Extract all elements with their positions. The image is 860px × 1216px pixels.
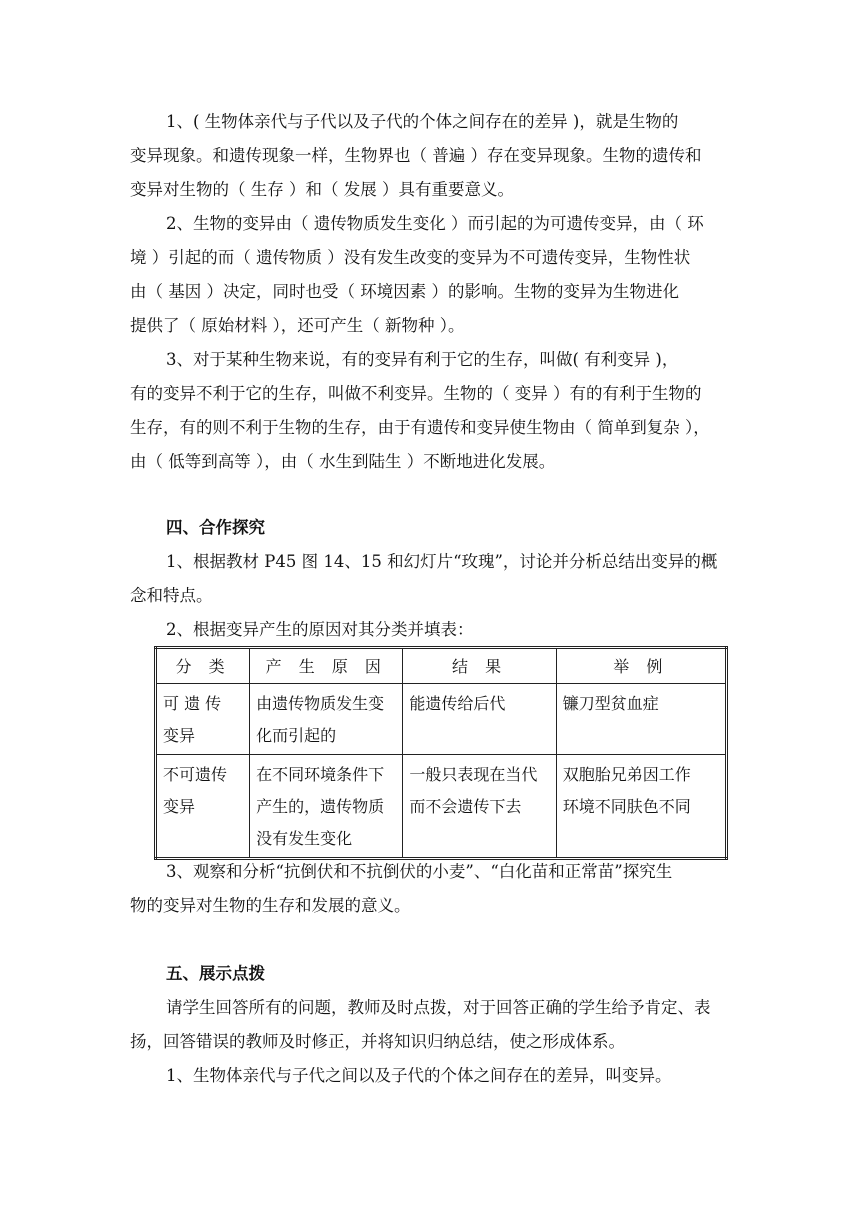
table-header-cell: 分 类	[156, 648, 250, 684]
section3-line-9: 有的变异不利于它的生存，叫做不利变异。生物的（ 变异 ）有的有利于生物的	[130, 384, 702, 403]
table-header-row	[156, 648, 727, 684]
section4-paragraph-1-line-2: 念和特点。	[130, 586, 213, 605]
table-header-cell: 举 例	[556, 648, 726, 684]
section3-line-6: 由（ 基因 ）决定，同时也受（ 环境因素 ）的影响。生物的变异为生物进化	[130, 282, 679, 301]
table-cell: 双胞胎兄弟因工作 环境不同肤色不同	[556, 755, 726, 859]
table-cell: 镰刀型贫血症	[556, 684, 726, 755]
section3-line-10: 生存，有的则不利于生物的生存，由于有遗传和变异使生物由（ 简单到复杂 ），	[130, 418, 710, 437]
section3-line-7: 提供了（ 原始材料 ），还可产生（ 新物种 ）。	[130, 316, 465, 335]
section3-line-2: 变异现象。和遗传现象一样，生物界也（ 普遍 ）存在变异现象。生物的遗传和	[130, 146, 702, 165]
section5-paragraph-1-line-2: 扬，回答错误的教师及时修正，并将知识归纳总结，使之形成体系。	[130, 1032, 625, 1051]
section4-paragraph-3-line-1: 3、观察和分析“抗倒伏和不抗倒伏的小麦”、“白化苗和正常苗”探究生	[166, 862, 673, 881]
table-cell: 由遗传物质发生变 化而引起的	[250, 684, 403, 755]
section4-paragraph-1-line-1: 1、根据教材 P45 图 14、15 和幻灯片“玫瑰”，讨论并分析总结出变异的概	[166, 552, 718, 571]
table-cell: 在不同环境条件下 产生的，遗传物质 没有发生变化	[250, 755, 403, 859]
section4-paragraph-3-line-2: 物的变异对生物的生存和发展的意义。	[130, 896, 411, 915]
section4-heading: 四、合作探究	[166, 518, 265, 537]
table-row	[156, 684, 727, 755]
section3-line-1: 1、( 生物体亲代与子代以及子代的个体之间存在的差异 )，就是生物的	[166, 112, 679, 131]
section5-paragraph-2: 1、生物体亲代与子代之间以及子代的个体之间存在的差异，叫变异。	[166, 1066, 672, 1085]
section3-line-3: 变异对生物的（ 生存 ）和（ 发展 ）具有重要意义。	[130, 180, 514, 199]
section3-line-5: 境 ）引起的而（ 遗传物质 ）没有发生改变的变异为不可遗传变异，生物性状	[130, 248, 691, 267]
section3-line-8: 3、对于某种生物来说，有的变异有利于它的生存，叫做( 有利变异 )，	[166, 350, 679, 369]
section3-line-4: 2、生物的变异由（ 遗传物质发生变化 ）而引起的为可遗传变异，由（ 环	[166, 214, 704, 233]
table-cell: 可 遗 传 变异	[156, 684, 250, 755]
table-row	[156, 755, 727, 859]
section5-paragraph-1-line-1: 请学生回答所有的问题，教师及时点拨，对于回答正确的学生给予肯定、表	[166, 998, 711, 1017]
section5-heading: 五、展示点拨	[166, 964, 265, 983]
table-cell: 一般只表现在当代 而不会遗传下去	[403, 755, 556, 859]
table-header-cell: 产 生 原 因	[250, 648, 403, 684]
table-cell: 能遗传给后代	[403, 684, 556, 755]
table-header-cell: 结 果	[403, 648, 556, 684]
table-cell: 不可遗传 变异	[156, 755, 250, 859]
section4-paragraph-2: 2、根据变异产生的原因对其分类并填表：	[166, 620, 474, 639]
section3-line-11: 由（ 低等到高等 ），由（ 水生到陆生 ）不断地进化发展。	[130, 452, 556, 471]
variation-classification-table	[154, 646, 728, 860]
